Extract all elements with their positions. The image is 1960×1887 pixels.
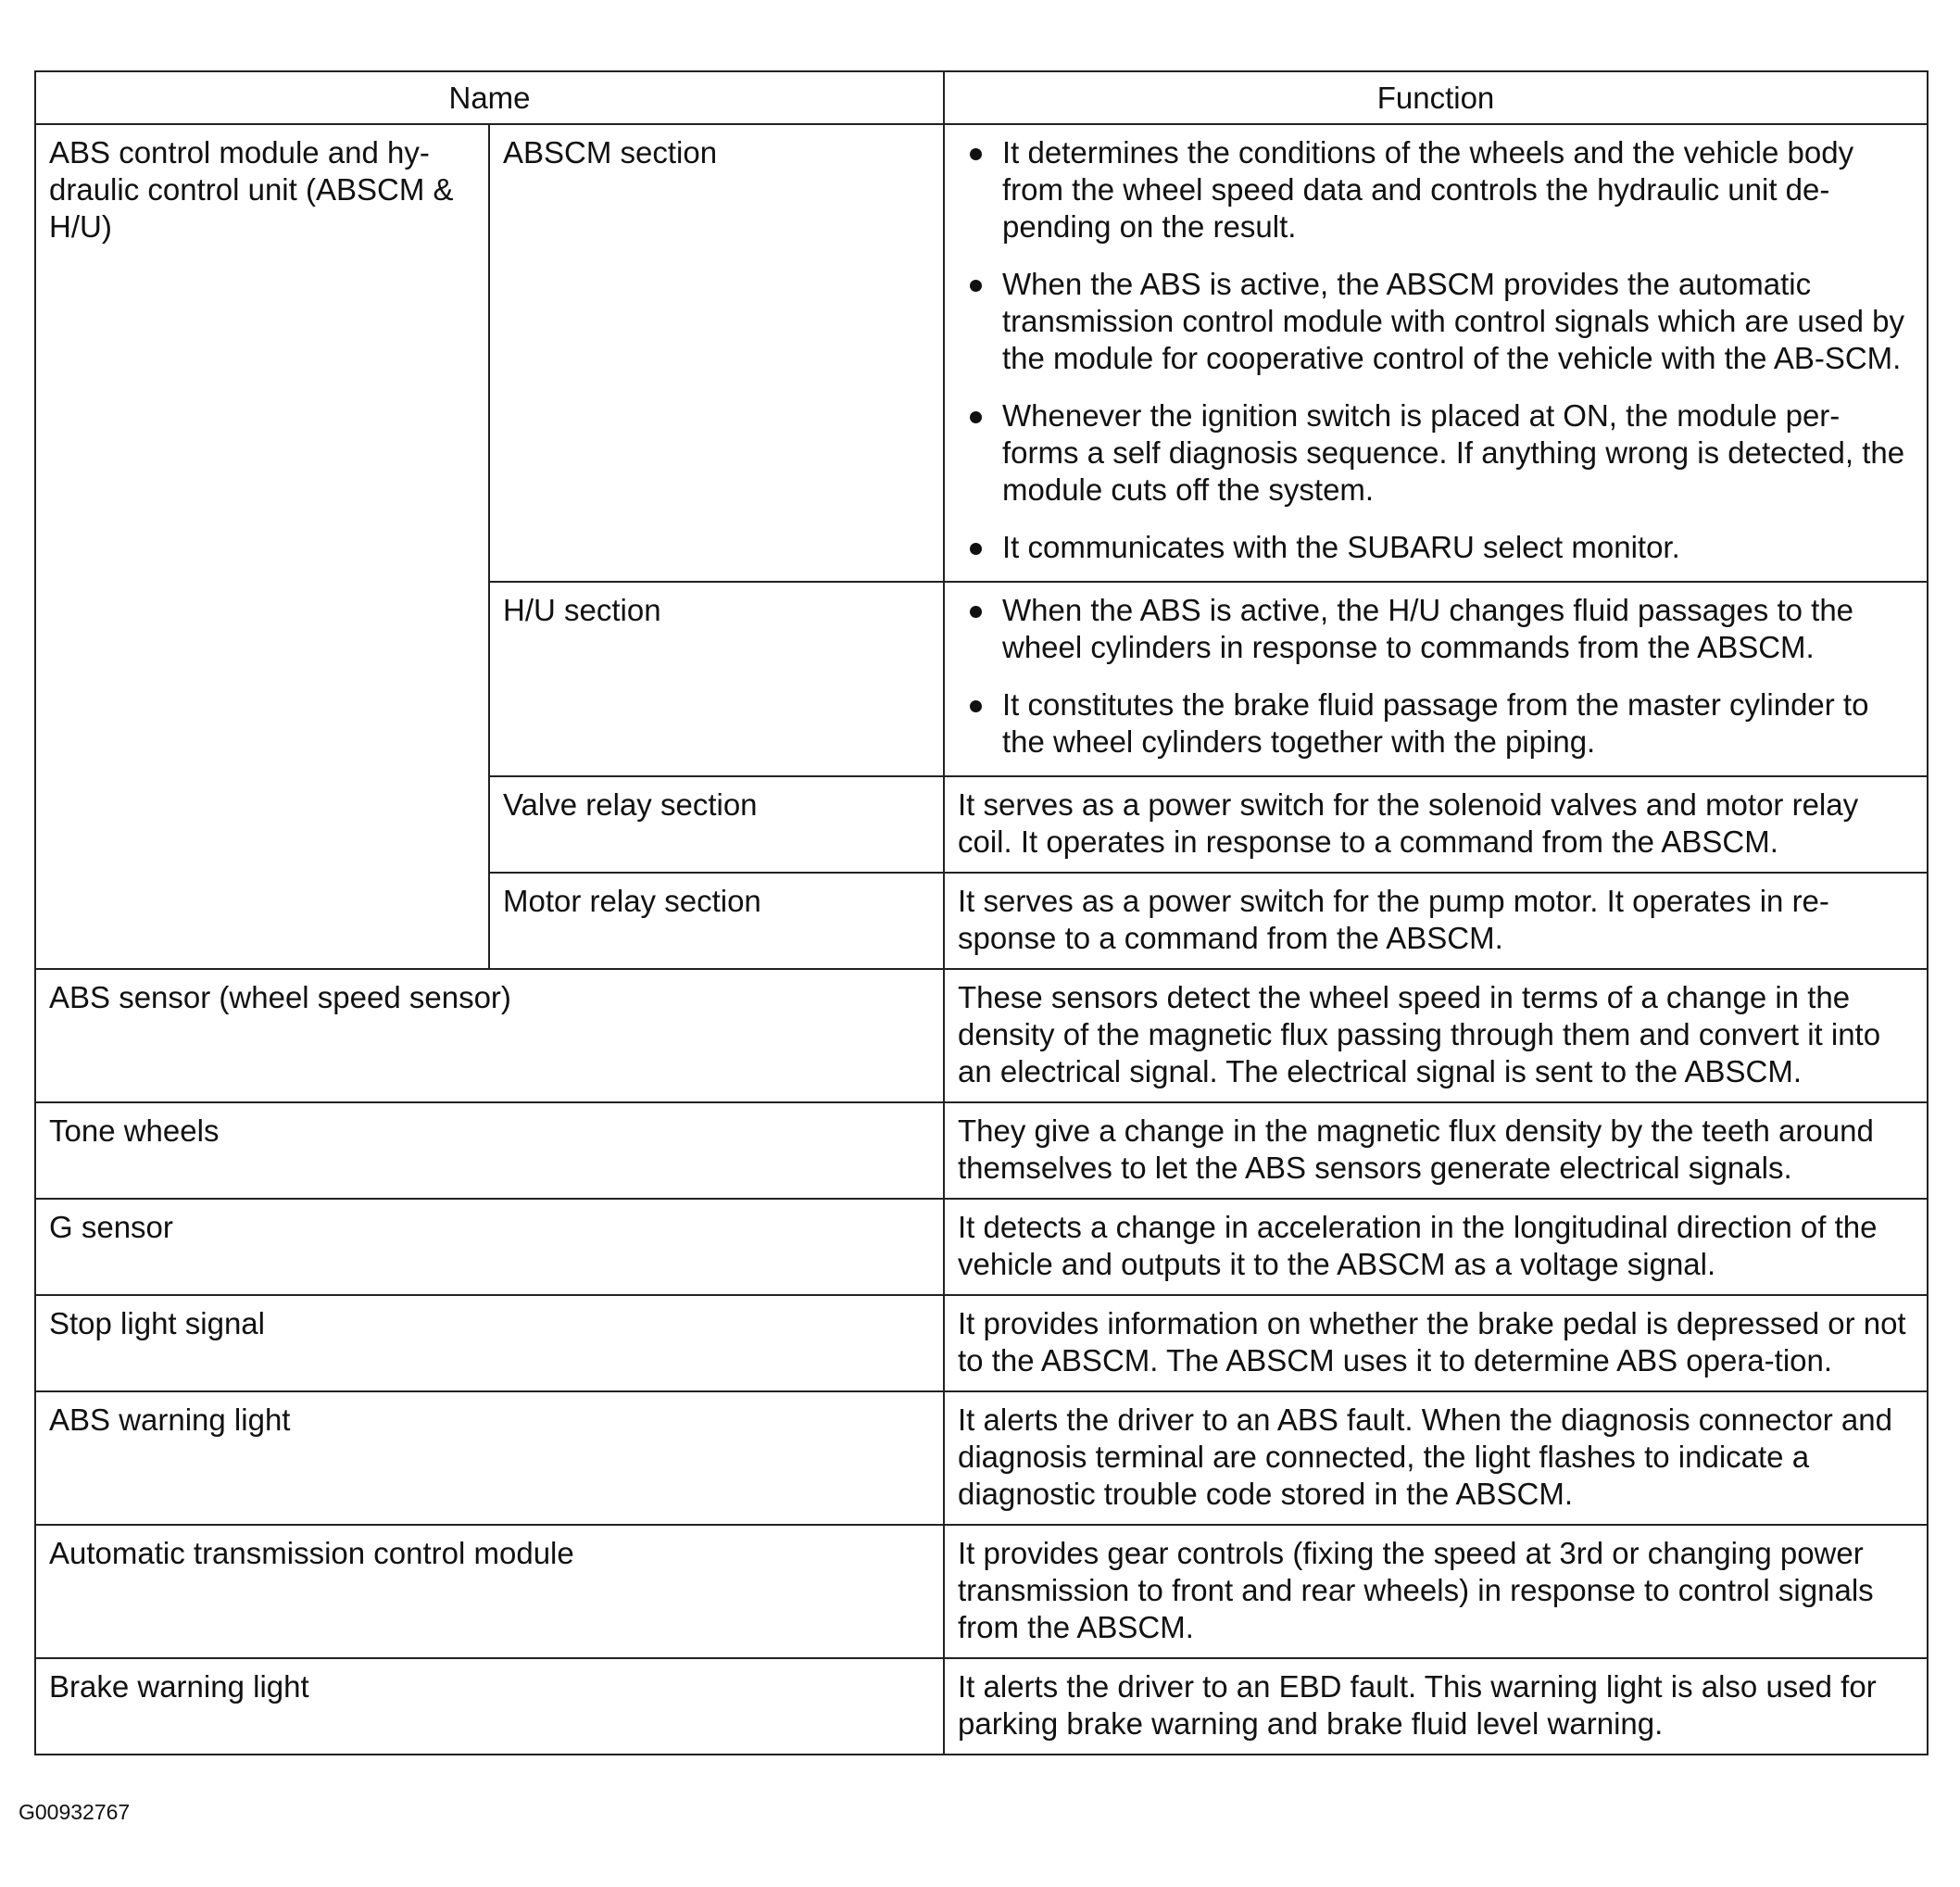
subrow-name: ABSCM section [503, 135, 718, 170]
row-name: Brake warning light [49, 1669, 309, 1704]
function-text: They give a change in the magnetic flux density by the teeth around themselves to let the ABS sensors generate electrical signals. [958, 1113, 1874, 1185]
function-cell [944, 582, 1928, 776]
table-row [35, 1525, 1928, 1658]
subrow-name-cell [489, 873, 944, 969]
subrow-name-cell [489, 776, 944, 873]
table-header-row [35, 71, 1928, 124]
group-name: ABS control module and hy-draulic control unit (ABSCM & H/U) [49, 135, 454, 244]
name-cell [35, 1525, 944, 1658]
function-text: It alerts the driver to an ABS fault. When the diagnosis connector and diagnosis terminal are connected, the light flashes to indicate a diagnostic trouble code stored in the ABSCM. [958, 1403, 1892, 1511]
function-cell [944, 1391, 1928, 1525]
function-cell [944, 776, 1928, 873]
bullet-item [958, 134, 1914, 245]
function-text: It alerts the driver to an EBD fault. This warning light is also used for parking brake warning and brake fluid level warning. [958, 1669, 1877, 1741]
table-row [35, 1391, 1928, 1525]
bullet-list [958, 592, 1914, 761]
table-row [35, 1295, 1928, 1391]
header-name: Name [35, 71, 944, 124]
table-row [35, 1658, 1928, 1755]
bullet-item [958, 686, 1914, 761]
name-cell [35, 1102, 944, 1199]
function-cell [944, 1525, 1928, 1658]
function-cell [944, 1295, 1928, 1391]
bullet-item [958, 266, 1914, 377]
document-id: G00932767 [19, 1800, 131, 1824]
subrow-name: Valve relay section [503, 787, 758, 822]
bullet-text: Whenever the ignition switch is placed at ON, the module per-forms a self diagnosis sequence. If anything wrong is detected, the module cuts off the system. [1002, 398, 1905, 507]
row-name: Stop light signal [49, 1306, 265, 1340]
bullet-item [958, 397, 1914, 509]
name-cell [35, 1295, 944, 1391]
subrow-name: H/U section [503, 593, 661, 627]
row-name: ABS sensor (wheel speed sensor) [49, 980, 511, 1014]
bullet-dot [970, 280, 982, 292]
function-cell [944, 124, 1928, 582]
group-name-cell [35, 124, 489, 969]
function-text: It provides gear controls (fixing the speed at 3rd or changing power transmission to front and rear wheels) in response to control signals from the ABSCM. [958, 1536, 1874, 1644]
bullet-dot [970, 411, 982, 423]
header-function: Function [944, 71, 1928, 124]
row-name: G sensor [49, 1210, 173, 1244]
function-cell [944, 1102, 1928, 1199]
bullet-item [958, 529, 1914, 566]
function-cell [944, 969, 1928, 1102]
bullet-text: When the ABS is active, the ABSCM provides the automatic transmission control module with control signals which are used by the module for cooperative control of the vehicle with the AB-SCM. [1002, 267, 1904, 375]
table-row [35, 969, 1928, 1102]
name-cell [35, 1199, 944, 1295]
function-text: It provides information on whether the brake pedal is depressed or not to the ABSCM. The ABSCM uses it to determine ABS opera-tion. [958, 1306, 1906, 1378]
function-text: These sensors detect the wheel speed in terms of a change in the density of the magnetic flux passing through them and convert it into an electrical signal. The electrical signal is sent to the ABSCM. [958, 980, 1881, 1088]
subrow-name-cell [489, 124, 944, 582]
bullet-list [958, 134, 1914, 566]
name-cell [35, 1658, 944, 1755]
bullet-text: It communicates with the SUBARU select monitor. [1002, 530, 1680, 564]
subrow-name: Motor relay section [503, 884, 761, 918]
name-cell [35, 969, 944, 1102]
function-cell [944, 1199, 1928, 1295]
bullet-item [958, 592, 1914, 666]
subrow-name-cell [489, 582, 944, 776]
function-text: It serves as a power switch for the pump motor. It operates in re-sponse to a command from the ABSCM. [958, 884, 1829, 955]
bullet-text: When the ABS is active, the H/U changes fluid passages to the wheel cylinders in response to commands from the ABSCM. [1002, 593, 1854, 664]
function-text: It serves as a power switch for the solenoid valves and motor relay coil. It operates in response to a command from the ABSCM. [958, 787, 1859, 859]
function-cell [944, 1658, 1928, 1755]
name-cell [35, 1391, 944, 1525]
bullet-dot [970, 700, 982, 712]
bullet-text: It constitutes the brake fluid passage from the master cylinder to the wheel cylinders together with the piping. [1002, 687, 1869, 759]
bullet-dot [970, 148, 982, 160]
row-name: Tone wheels [49, 1113, 220, 1148]
row-name: Automatic transmission control module [49, 1536, 574, 1570]
function-text: It detects a change in acceleration in the longitudinal direction of the vehicle and outputs it to the ABSCM as a voltage signal. [958, 1210, 1878, 1281]
bullet-dot [970, 543, 982, 555]
table-row [35, 1102, 1928, 1199]
table-row [35, 124, 1928, 582]
bullet-text: It determines the conditions of the wheels and the vehicle body from the wheel speed data and controls the hydraulic unit de-pending on the result. [1002, 135, 1854, 244]
row-name: ABS warning light [49, 1403, 291, 1437]
component-function-table [34, 70, 1929, 1755]
function-cell [944, 873, 1928, 969]
bullet-dot [970, 606, 982, 618]
table-row [35, 1199, 1928, 1295]
